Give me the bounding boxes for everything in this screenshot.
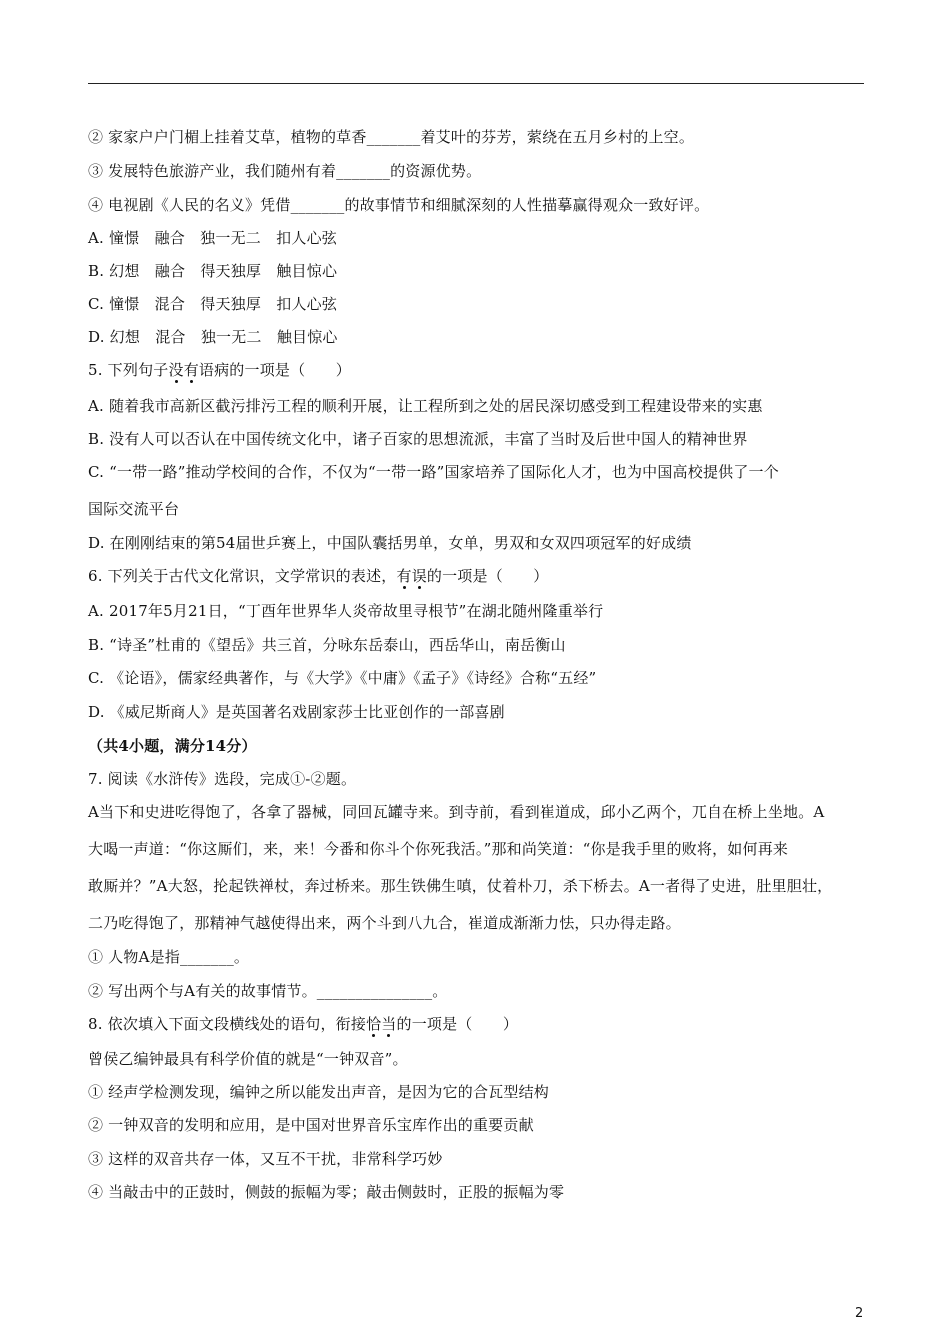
- passage-line: A当下和史进吃得饱了，各拿了器械，同回瓦罐寺来。到寺前，看到崔道成，邱小乙两个，兀自在桥上坐地。A: [88, 803, 825, 821]
- option-line: B. “诗圣”杜甫的《望岳》共三首，分咏东岳泰山，西岳华山，南岳衡山: [88, 636, 566, 654]
- option-line: D. 在刚刚结束的第54届世乒赛上，中国队囊括男单，女单，男双和女双四项冠军的好成绩: [88, 534, 692, 552]
- passage-line: 二乃吃得饱了，那精神气越使得出来，两个斗到八九合，崔道成渐渐力怯，只办得走路。: [88, 914, 681, 932]
- text-line: ④ 当敲击中的正鼓时，侧鼓的振幅为零；敲击侧鼓时，正股的振幅为零: [88, 1183, 565, 1201]
- text-line: ② 家家户户门楣上挂着艾草，植物的草香_______着艾叶的芬芳，萦绕在五月乡村的上空。: [88, 128, 695, 146]
- question-5: [88, 360, 351, 380]
- question-text: 语病的一项是（ ）: [198, 361, 351, 379]
- emphasis-char: 没: [168, 361, 184, 379]
- text-line: 曾侯乙编钟最具有科学价值的就是“一钟双音”。: [88, 1050, 408, 1068]
- header-rule: [88, 83, 864, 84]
- page-number: 2: [855, 1306, 864, 1321]
- passage-line: 大喝一声道：“你这厮们，来，来！今番和你斗个你死我活。”那和尚笑道：“你是我手里的败将，如何再来: [88, 840, 789, 858]
- text-line: ④ 电视剧《人民的名义》凭借_______的故事情节和细腻深刻的人性描摹赢得观众一致好评。: [88, 196, 710, 214]
- emphasis-char: 当: [381, 1015, 397, 1033]
- section-heading: （共4小题，满分14分）: [88, 737, 257, 755]
- option-line: A. 2017年5月21日，“丁酉年世界华人炎帝故里寻根节”在湖北随州隆重举行: [88, 602, 604, 620]
- text-line: ③ 这样的双音共存一体，又互不干扰，非常科学巧妙: [88, 1150, 443, 1168]
- text-line: ② 一钟双音的发明和应用，是中国对世界音乐宝库作出的重要贡献: [88, 1116, 534, 1134]
- question-text: 6. 下列关于古代文化常识，文学常识的表述，: [88, 567, 397, 585]
- option-line: C. “一带一路”推动学校间的合作，不仅为“一带一路”国家培养了国际化人才，也为中国高校提供了一个: [88, 463, 779, 481]
- option-line: C. 憧憬 混合 得天独厚 扣人心弦: [88, 295, 338, 313]
- question-text: 5. 下列句子: [88, 361, 169, 379]
- option-line: A. 随着我市高新区截污排污工程的顺利开展，让工程所到之处的居民深切感受到工程建设带来的实惠: [88, 397, 763, 415]
- emphasis-char: 误: [411, 567, 427, 585]
- emphasis-char: 有: [396, 567, 412, 585]
- text-line: ① 经声学检测发现，编钟之所以能发出声音，是因为它的合瓦型结构: [88, 1083, 549, 1101]
- question-8: [88, 1014, 518, 1034]
- option-line: B. 幻想 融合 得天独厚 触目惊心: [88, 262, 338, 280]
- sub-question: ② 写出两个与A有关的故事情节。_______________。: [88, 982, 448, 1000]
- option-line: D. 《威尼斯商人》是英国著名戏剧家莎士比亚创作的一部喜剧: [88, 703, 505, 721]
- option-line: C. 《论语》，儒家经典著作，与《大学》《中庸》《孟子》《诗经》合称“五经”: [88, 669, 597, 687]
- option-line: D. 幻想 混合 独一无二 触目惊心: [88, 328, 338, 346]
- question-6: [88, 566, 549, 586]
- question-text: 的一项是（ ）: [396, 1015, 519, 1033]
- emphasis-char: 恰: [366, 1015, 382, 1033]
- sub-question: ① 人物A是指_______。: [88, 948, 250, 966]
- option-line: 国际交流平台: [88, 500, 180, 518]
- passage-line: 敢厮并？”A大怒，抡起铁禅杖，奔过桥来。那生铁佛生嗔，仗着朴刀，杀下桥去。A一者得了史进，肚里胆壮，: [88, 877, 833, 895]
- question-7: 7. 阅读《水浒传》选段，完成①-②题。: [88, 770, 357, 788]
- option-line: A. 憧憬 融合 独一无二 扣人心弦: [88, 229, 337, 247]
- question-text: 的一项是（ ）: [426, 567, 549, 585]
- emphasis-char: 有: [183, 361, 199, 379]
- question-text: 8. 依次填入下面文段横线处的语句，衔接: [88, 1015, 367, 1033]
- option-line: B. 没有人可以否认在中国传统文化中，诸子百家的思想流派，丰富了当时及后世中国人的精神世界: [88, 430, 748, 448]
- text-line: ③ 发展特色旅游产业，我们随州有着_______的资源优势。: [88, 162, 482, 180]
